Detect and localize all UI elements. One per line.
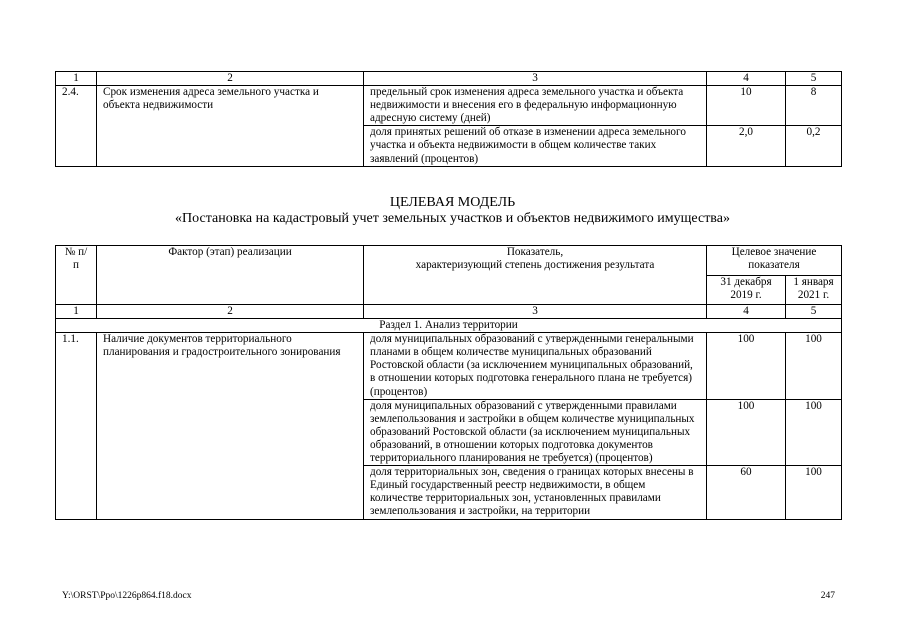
factor-cell: Срок изменения адреса земельного участка и объекта недвижимости <box>97 86 364 167</box>
header-row <box>56 246 842 276</box>
page-subtitle: «Постановка на кадастровый учет земельных участков и объектов недвижимого имущества» <box>175 211 730 226</box>
section-title: Раздел 1. Анализ территории <box>56 319 842 333</box>
value-2019: 100 <box>707 333 786 399</box>
header-date-2019: 31 декабря 2019 г. <box>707 276 786 305</box>
indicator-cell: доля муниципальных образований с утвержденными генеральными планами в общем количестве муниципальных образований Ростовской области (за исключением муниципальных образований, в отношении которых подготовка генерального плана не требуется) (процентов) <box>364 333 707 399</box>
col-num-1: 1 <box>56 72 97 86</box>
header-date-2021: 1 января 2021 г. <box>786 276 842 305</box>
header-indicator-line1: Показатель, <box>506 246 564 258</box>
table-row <box>56 333 842 399</box>
header-indicator-line2: характеризующий степень достижения результата <box>415 259 655 272</box>
value-2019: 10 <box>707 86 786 126</box>
col-num-4: 4 <box>707 305 786 319</box>
page-number: 247 <box>820 591 835 601</box>
section-row <box>56 319 842 333</box>
top-table-header-row <box>56 72 842 86</box>
col-num-2: 2 <box>97 305 364 319</box>
main-table <box>55 245 842 520</box>
top-table <box>55 71 842 167</box>
indicator-cell: доля территориальных зон, сведения о границах которых внесены в Единый государственный реестр недвижимости, в общем количестве территориальных зон, установленных правилами землепользования и застройки, на территории <box>364 466 707 519</box>
value-2021: 100 <box>786 466 842 519</box>
header-factor: Фактор (этап) реализации <box>97 246 364 305</box>
value-2021: 0,2 <box>786 126 842 166</box>
col-num-1: 1 <box>56 305 97 319</box>
indicator-cell: доля муниципальных образований с утвержденными правилами землепользования и застройки в общем количестве муниципальных образований Ростовской области (за исключением муниципальных образований, в отношении которых подготовка документов территориального планирования не требуется) (процентов) <box>364 399 707 465</box>
col-num-4: 4 <box>707 72 786 86</box>
header-target: Целевое значение показателя <box>707 246 842 276</box>
row-number: 1.1. <box>56 333 97 519</box>
numbering-row <box>56 305 842 319</box>
value-2021: 100 <box>786 333 842 399</box>
col-num-5: 5 <box>786 305 842 319</box>
footer-file-path: Y:\ORST\Ppo\1226p864.f18.docx <box>62 591 192 601</box>
table-row <box>56 86 842 126</box>
value-2019: 60 <box>707 466 786 519</box>
col-num-2: 2 <box>97 72 364 86</box>
factor-cell: Наличие документов территориального планирования и градостроительного зонирования <box>97 333 364 519</box>
col-num-3: 3 <box>364 305 707 319</box>
value-2021: 8 <box>786 86 842 126</box>
header-indicator <box>364 246 707 305</box>
col-num-3: 3 <box>364 72 707 86</box>
indicator-cell: доля принятых решений об отказе в изменении адреса земельного участка и объекта недвижимости в общем количестве таких заявлений (процентов) <box>364 126 707 166</box>
value-2021: 100 <box>786 399 842 465</box>
value-2019: 100 <box>707 399 786 465</box>
indicator-cell: предельный срок изменения адреса земельного участка и объекта недвижимости и внесения его в федеральную информационную адресную систему (дней) <box>364 86 707 126</box>
page-title: ЦЕЛЕВАЯ МОДЕЛЬ <box>389 195 516 210</box>
value-2019: 2,0 <box>707 126 786 166</box>
header-num: № п/п <box>56 246 97 305</box>
row-number: 2.4. <box>56 86 97 167</box>
col-num-5: 5 <box>786 72 842 86</box>
